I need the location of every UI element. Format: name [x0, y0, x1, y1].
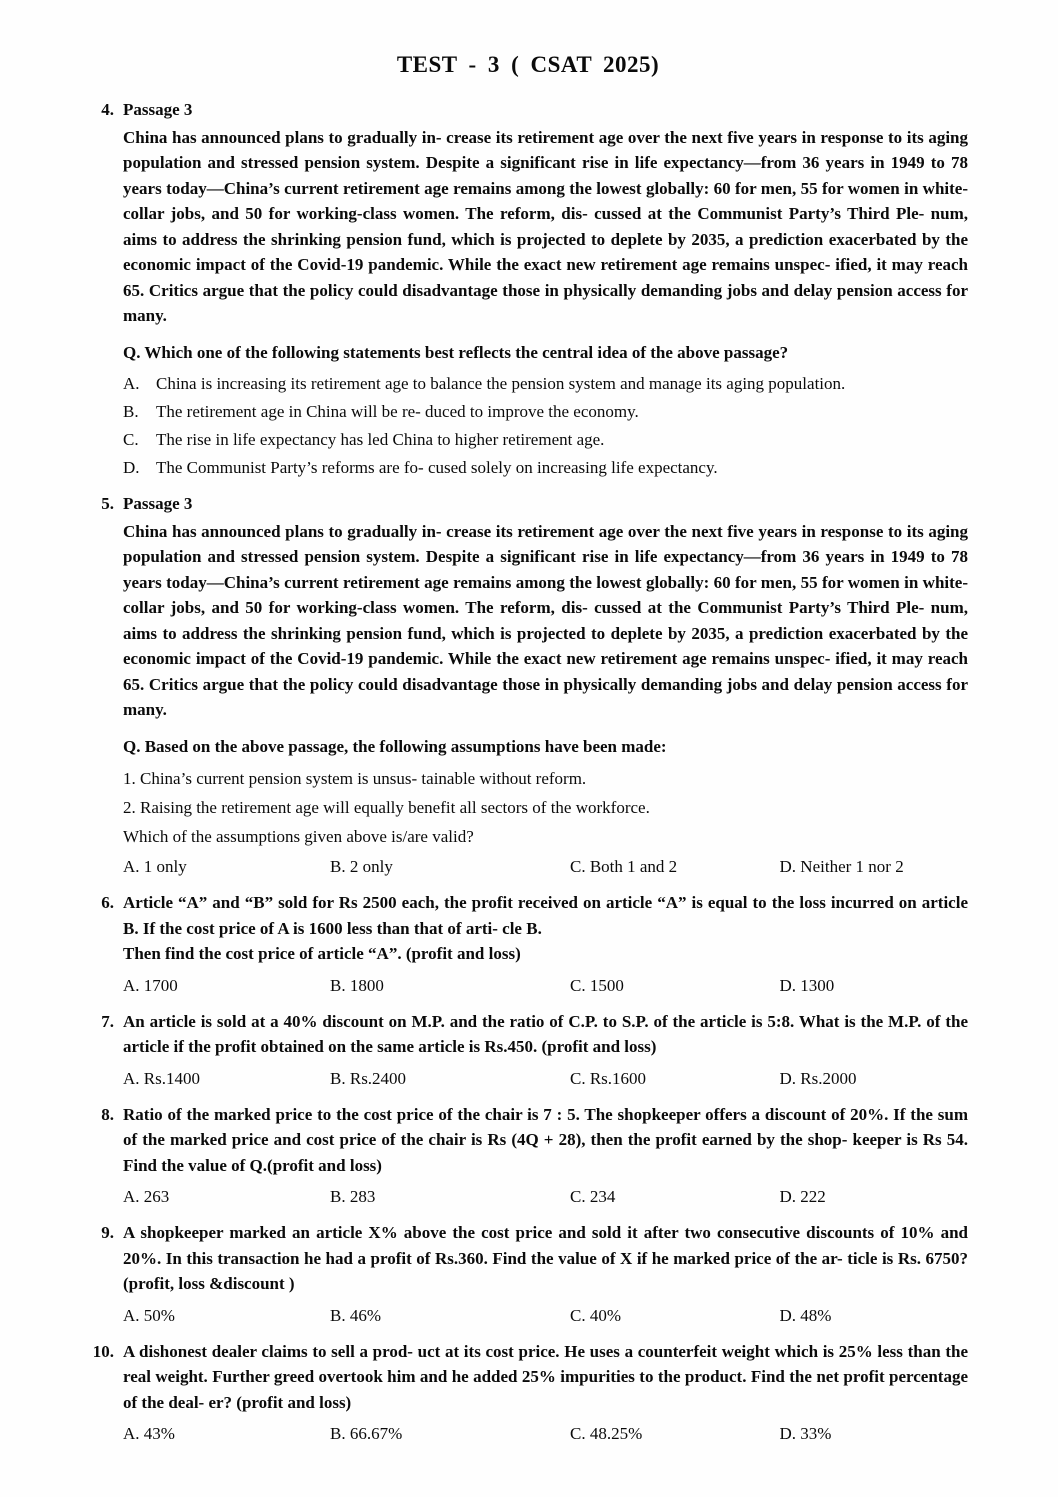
passage-heading: Passage 3 — [123, 100, 193, 119]
option-b: B. 1800 — [330, 975, 384, 995]
question-number: 9. — [101, 1223, 114, 1242]
question-text: A shopkeeper marked an article X% above the cost price and sold it after two consecutive discounts of 10% and 20%. In this transaction he had a profit of Rs.360. Find the value of X if he marked price of the ar- ticle is Rs. 6750? (profit, loss &discount ) — [123, 1223, 968, 1293]
option-a: A. 1 only — [123, 857, 187, 876]
option-a: A. 263 — [123, 1187, 170, 1206]
option-d — [123, 454, 968, 482]
question-text: Article “A” and “B” sold for Rs 2500 each, the profit received on article “A” is equal to the loss incurred on article B. If the cost price of A is 1600 less than that of arti- cle B. — [123, 893, 968, 938]
question-number: 6. — [101, 893, 114, 912]
option-c: C. 234 — [569, 1187, 616, 1206]
question-number: 8. — [101, 1104, 114, 1124]
option-c: C. 40% — [569, 1305, 621, 1325]
question-10 — [88, 1339, 968, 1449]
question-content — [123, 97, 968, 482]
question-content — [123, 1220, 968, 1330]
option-c — [123, 426, 968, 454]
passage-text: China has announced plans to gradually in- crease its retirement age over the next five years in response to its aging population and stressed pension system. Despite a significant rise in life expectancy—from 36 years in 1949 to 78 years today—China’s current retirement age remains among the lowest globally: 60 for men, 55 for women in white-collar jobs, and 50 for working-class women. The reform, dis- cussed at the Communist Party’s Third Ple- num, aims to address the shrinking pension fund, which is projected to deplete by 2035, a prediction exacerbated by the economic impact of the Covid-19 pandemic. While the exact new retirement age remains unspec- ified, it may reach 65. Critics argue that the policy could disadvantage those in physically demanding jobs and delay pension access for many. — [123, 127, 968, 325]
option-text: The rise in life expectancy has led China to higher retirement age. — [156, 430, 605, 449]
option-b: B. 2 only — [330, 857, 393, 876]
options-row — [123, 852, 968, 881]
option-d: D. Neither 1 nor 2 — [779, 857, 904, 876]
option-c: C. 48.25% — [569, 1424, 643, 1443]
options-row — [123, 1419, 968, 1448]
option-c: C. 1500 — [569, 975, 624, 995]
question-text: An article is sold at a 40% discount on M.P. and the ratio of C.P. to S.P. of the article is 5:8. What is the M.P. of the article if the profit obtained on the same article is Rs.450. (profit and loss) — [123, 1011, 968, 1056]
option-text: China is increasing its retirement age to balance the pension system and manage its aging population. — [156, 374, 846, 393]
sub-question: Which of the assumptions given above is/are valid? — [123, 827, 474, 846]
option-label: D. — [123, 458, 140, 477]
option-label: B. — [123, 402, 139, 421]
question-content — [123, 491, 968, 881]
question-text: A dishonest dealer claims to sell a prod- uct at its cost price. He uses a counterfeit weight which is 25% less than the real weight. Further greed overtook him and he added 25% impurities to the product. Find the net profit percentage of the deal- er? (profit and loss) — [123, 1341, 968, 1412]
passage-heading: Passage 3 — [123, 494, 193, 513]
option-d: D. 48% — [779, 1305, 832, 1325]
options-row — [123, 1064, 968, 1093]
question-text: Q. Based on the above passage, the following assumptions have been made: — [123, 736, 667, 756]
options-row — [123, 1301, 968, 1330]
option-label: C. — [123, 430, 139, 449]
statement-2: 2. Raising the retirement age will equally benefit all sectors of the workforce. — [123, 798, 650, 817]
option-d: D. Rs.2000 — [779, 1068, 857, 1088]
option-a: A. 43% — [123, 1424, 175, 1443]
passage-text: China has announced plans to gradually in- crease its retirement age over the next five years in response to its aging population and stressed pension system. Despite a significant rise in life expectancy—from 36 years in 1949 to 78 years today—China’s current retirement age remains among the lowest globally: 60 for men, 55 for women in white-collar jobs, and 50 for working-class women. The reform, dis- cussed at the Communist Party’s Third Ple- num, aims to address the shrinking pension fund, which is projected to deplete by 2035, a prediction exacerbated by the economic impact of the Covid-19 pandemic. While the exact new retirement age remains unspec- ified, it may reach 65. Critics argue that the policy could disadvantage those in physically demanding jobs and delay pension access for many. — [123, 521, 968, 719]
option-b: B. 283 — [330, 1187, 376, 1206]
question-content — [123, 890, 968, 1000]
question-content — [123, 1102, 968, 1212]
question-text: Ratio of the marked price to the cost price of the chair is 7 : 5. The shopkeeper offers a discount of 20%. If the sum of the marked price and cost price of the chair is Rs (4Q + 28), then the profit earned by the shop- keeper is Rs 54. Find the value of Q.(profit and loss) — [123, 1104, 968, 1175]
option-a: A. 50% — [123, 1305, 175, 1325]
question-text: Q. Which one of the following statements best reflects the central idea of the above passage? — [123, 342, 789, 362]
options-row — [123, 971, 968, 1000]
option-d: D. 1300 — [779, 975, 835, 995]
question-6 — [88, 890, 968, 1000]
option-c: C. Rs.1600 — [569, 1068, 647, 1088]
option-b: B. 66.67% — [330, 1424, 403, 1443]
question-9 — [88, 1220, 968, 1330]
question-7 — [88, 1009, 968, 1093]
question-number: 10. — [92, 1341, 114, 1361]
option-text: The Communist Party’s reforms are fo- cused solely on increasing life expectancy. — [156, 458, 718, 477]
option-label: A. — [123, 374, 140, 393]
option-a: A. 1700 — [123, 975, 178, 995]
question-5 — [88, 491, 968, 881]
option-a: A. Rs.1400 — [123, 1068, 200, 1088]
statement-1: 1. China’s current pension system is unsus- tainable without reform. — [123, 769, 587, 788]
question-number: 4. — [101, 100, 114, 119]
question-number: 5. — [101, 494, 114, 513]
options-row — [123, 1182, 968, 1211]
option-b: B. Rs.2400 — [330, 1068, 407, 1088]
option-text: The retirement age in China will be re- duced to improve the economy. — [156, 402, 639, 421]
option-c: C. Both 1 and 2 — [569, 857, 678, 876]
question-content — [123, 1339, 968, 1449]
page-title: TEST - 3 ( CSAT 2025) — [396, 52, 660, 77]
question-8 — [88, 1102, 968, 1212]
question-text-2: Then find the cost price of article “A”. (profit and loss) — [123, 944, 521, 963]
question-4 — [88, 97, 968, 482]
option-d: D. 222 — [779, 1187, 826, 1206]
option-b: B. 46% — [330, 1305, 382, 1325]
option-a — [123, 370, 968, 398]
option-d: D. 33% — [779, 1424, 832, 1443]
option-b — [123, 398, 968, 426]
question-content — [123, 1009, 968, 1093]
question-number: 7. — [101, 1011, 114, 1031]
